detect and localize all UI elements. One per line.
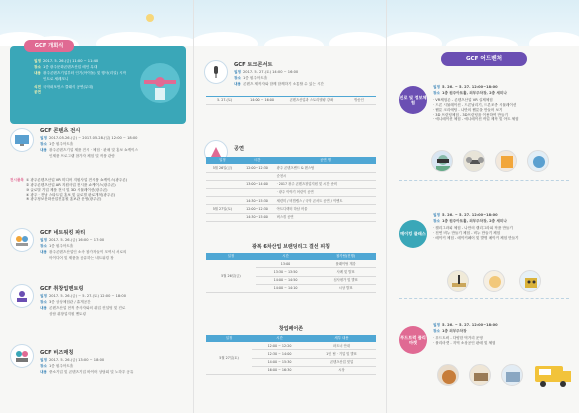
mentoring-title: GCF 취창업멘토링 bbox=[40, 286, 84, 292]
zone-item: · 플리마켓 - 지역 소상공인 판매 및 체험 bbox=[433, 340, 496, 345]
startup-title: 창업페어존 bbox=[278, 326, 304, 332]
zone-item: · 천연 비누 만들기 체험 - 비누 만들기 체험 bbox=[433, 230, 501, 235]
market-photo bbox=[469, 364, 491, 386]
mentoring-icon bbox=[10, 284, 34, 308]
exhibit-list-title: 전시품목 bbox=[10, 178, 24, 182]
sky-banner bbox=[387, 0, 579, 46]
divider bbox=[399, 180, 569, 181]
talk-content: 콘텐츠산업과 스토리텔링 강좌 bbox=[281, 97, 342, 105]
zone-badge-career: 진로 및 정보체험 bbox=[399, 86, 427, 114]
zone-item: · 3D 프린팅체험 - 3D프린팅을 이용하여 만들기 bbox=[433, 112, 508, 117]
zone-item: · VR체험존 - 콘텐츠산업 VR 실제체험 bbox=[433, 98, 493, 103]
exhibit-list-item: ③ 글로벌 기업 제품 전시 및 3D 시뮬레이션(광주콘) bbox=[26, 187, 108, 192]
talk-who: 방송인 bbox=[342, 97, 376, 105]
opening-section bbox=[10, 36, 186, 122]
talk-date: 5. 27.(토) bbox=[206, 97, 243, 105]
network-section: GCF 네트워킹 파티 일정 2017. 5. 26.(금) 16:00 ~ 17:00 장소 1층 원주아트홀 내용 광주콘텐츠산업인 소속 참가자들이 모여서 서로의 아이디어 및 제품을 공유하는 네트워킹 장 bbox=[40, 230, 188, 261]
opening-pill: GCF 개회식 bbox=[24, 40, 74, 52]
clouds-decoration bbox=[387, 0, 579, 46]
zone-item: · 푸드트럭 - 다양한 먹거리 운영 bbox=[433, 336, 483, 341]
exhibit-list bbox=[10, 178, 186, 202]
zone-making: 일정 5. 26. ~ 5. 27. 12:00~18:00 장소 1층 원주아트홀, 외부주차장, 2층 세미나 · 캘리그라피 체험 - 나만의 캘리그라피 작품 만들기 · 천연 비누 만들기 체험 - 비누 만들기 체험 · 메이커 체험 - 메이커페어 및 발명 메이커 체험 만들기 bbox=[433, 212, 575, 241]
zone-item: · 캘리그라피 체험 - 나만의 캘리그라피 작품 만들기 bbox=[433, 226, 513, 231]
page-3 bbox=[386, 0, 579, 413]
exhibit-list-item: ⑤ 광주정보문화산업진흥원 홍보관 운영(광주콘) bbox=[26, 197, 102, 202]
exhibit-section: GCF 콘텐츠 전시 일정 2017.05.26.(금) ~ 2017.05.28.(일) 12:00 ~ 18:00 장소 1층 원주아트홀 내용 광주콘텐츠기업 제품 전시 · 체험 · 판매 및 홍보 쇼케이스 인제품 프로그램 참가자 체험 및 작품 관람 bbox=[40, 128, 188, 159]
exhibit-list-item: ④ 광주 · 전남 스타트업 홍보 및 글로벌 판로개척(광주콘) bbox=[26, 192, 116, 197]
zone-item: · 메이커 체험 - 메이커페어 및 발명 메이커 체험 만들기 bbox=[433, 235, 519, 240]
page-1 bbox=[0, 0, 193, 413]
exhibit-title: GCF 콘텐츠 전시 bbox=[40, 128, 81, 134]
pitching-title: 광복 6차산업 브랜딩리그 결선 피칭 bbox=[251, 244, 331, 250]
opening-details: 일정 2017. 5. 26.(금) 11:00 ~ 11:40 장소 1층 광주문화콘텐츠산업 메인 무대 내용 광주콘텐츠기업부터 인기(아이돌) 및 행사(리얼) 시작 인트로 세레모니 식전공연 국악퍼포먼스 클래식 공연(무대) bbox=[34, 59, 127, 94]
network-title: GCF 네트워킹 파티 bbox=[40, 230, 86, 236]
soap-photo bbox=[483, 270, 505, 292]
zone-badge-food: 푸드트럭 플리마켓 bbox=[399, 326, 427, 354]
talk-table bbox=[206, 96, 376, 105]
zone-item: · 웹툰 크리에팅 - 나만의 웹툰을 만들어 보기 bbox=[433, 107, 503, 112]
zone-career: 일정 5. 26. ~ 5. 27. 12:00~18:00 장소 1층 원주아트홀, 외부주차장, 2층 세미나 · VR체험존 - 콘텐츠산업 VR 실제체험 · 드론 시뮬레이션 - 드론날리기, 드론조종 시뮬레이션 · 웹툰 크리에팅 - 나만의 웹툰을 만들어 보기 · 3D 프린팅체험 - 3D프린팅을 이용하여 만들기 · 애니메이션 체험 - 애니메이션 작업 제작 및 아트 체험 bbox=[433, 84, 575, 122]
calligraphy-photo bbox=[447, 270, 469, 292]
clouds-decoration bbox=[194, 0, 386, 46]
food-truck-icon bbox=[533, 360, 573, 390]
network-icon bbox=[10, 228, 34, 252]
pitching-table: 광복 6차산업 브랜딩리그 결선 피칭 일정 시간 참가팀(진행) 5월 26일(금) 13:00 플래이팅 개강 13:30 ~ 13:50 사례 및 발표 14:00 ~ 14:50 심사평가 및 발표 14:00 ~ 14:10 시상 발표 bbox=[206, 244, 376, 293]
food-photo bbox=[437, 364, 459, 386]
performance-table: 일정 시간 공연 명 5월 26일(금) 12:00~12:30 광주 콘텐츠밴드 & 댄스팀 순천시 13:00~14:00 · 2017 광주 콘텐츠창업지원 및 시간 준비 · 광주 이야기 어린이 공연 14:30~15:30 세련미 / 비빔랩스 / 국악 콘서트 공연 / 이벤트 5월 27일(토) 12:00~12:30 아트디렉터 하남 어울 14:30~15:00 버스킹 공연 bbox=[206, 157, 376, 222]
bizmatch-title: GCF 비즈매칭 bbox=[40, 350, 74, 356]
maker-photo bbox=[519, 270, 541, 292]
page-2 bbox=[193, 0, 386, 413]
performance-title: 공연 bbox=[234, 146, 245, 152]
vr-photo bbox=[431, 150, 453, 172]
adventure-header: GCF 어드벤처 bbox=[441, 52, 527, 66]
talk-concert-icon bbox=[204, 60, 228, 84]
market-photo-2 bbox=[501, 364, 523, 386]
3d-print-photo bbox=[495, 150, 517, 172]
mentoring-section: GCF 취창업멘토링 일정 2017. 5. 26.(금) ~ 5. 27.(토) 12:00 ~ 18:00 장소 3층 상상체험관 / 휴게공간 내용 콘텐츠산업 현직 종사자와의 취업 컨설팅 및 진로 상담 취창업지원 멘토링 bbox=[40, 286, 188, 317]
divider bbox=[399, 298, 569, 299]
bizmatch-icon bbox=[10, 344, 34, 368]
ribbon-cutting-icon bbox=[138, 58, 182, 108]
bizmatch-section: GCF 비즈매칭 일정 2017. 5. 26.(금) 13:00 ~ 18:00 장소 1층 원주아트홀 내용 중소기업 및 콘텐츠기업 바이어 상담회 및 노하우 공유 bbox=[40, 350, 188, 375]
animation-photo bbox=[527, 150, 549, 172]
zone-food: 일정 5. 26. ~ 5. 27. 12:00~18:00 장소 1층 외부주차장 · 푸드트럭 - 다양한 먹거리 운영 · 플리마켓 - 지역 소상공인 판매 및 체험 bbox=[433, 322, 575, 346]
zone-item: · 애니메이션 체험 - 애니메이션 작업 제작 및 아트 체험 bbox=[433, 117, 519, 122]
exhibit-icon bbox=[10, 128, 34, 152]
talk-title: GCF 토크콘서트 bbox=[234, 62, 273, 68]
zone-badge-making: 메이킹 클래스 bbox=[399, 220, 427, 248]
exhibit-list-item: ② 광주콘텐츠산업 AR 지원사업 전시품 쇼케이스(광주콘) bbox=[26, 182, 116, 187]
talk-time: 14:00 ~ 16:00 bbox=[243, 97, 280, 105]
startup-table: 창업페어존 일정 시간 세부 내용 5월 27일(토) 12:00 ~ 12:20 파트너 안내 12:30 ~ 14:00 1인 팀 · 기업 및 발표 14:00 ~ 15:30 콘텐츠산업 밋업 16:00 ~ 16:30 시상 bbox=[206, 326, 376, 375]
exhibit-list-item: ① 광주콘텐츠산업 VR 미디어 지원사업 전시품 쇼케이스(광주콘) bbox=[26, 178, 128, 182]
sky-banner bbox=[194, 0, 386, 46]
drone-photo bbox=[463, 150, 485, 172]
zone-item: · 드론 시뮬레이션 - 드론날리기, 드론조종 시뮬레이션 bbox=[433, 102, 517, 107]
talk-section: GCF 토크콘서트 일정 2017. 5. 27.(토) 14:00 ~ 16:00 장소 1층 원주아트홀 내용 콘텐츠 제작자와 함께 함께하기 소통할 수 있는 시간 bbox=[234, 62, 382, 87]
